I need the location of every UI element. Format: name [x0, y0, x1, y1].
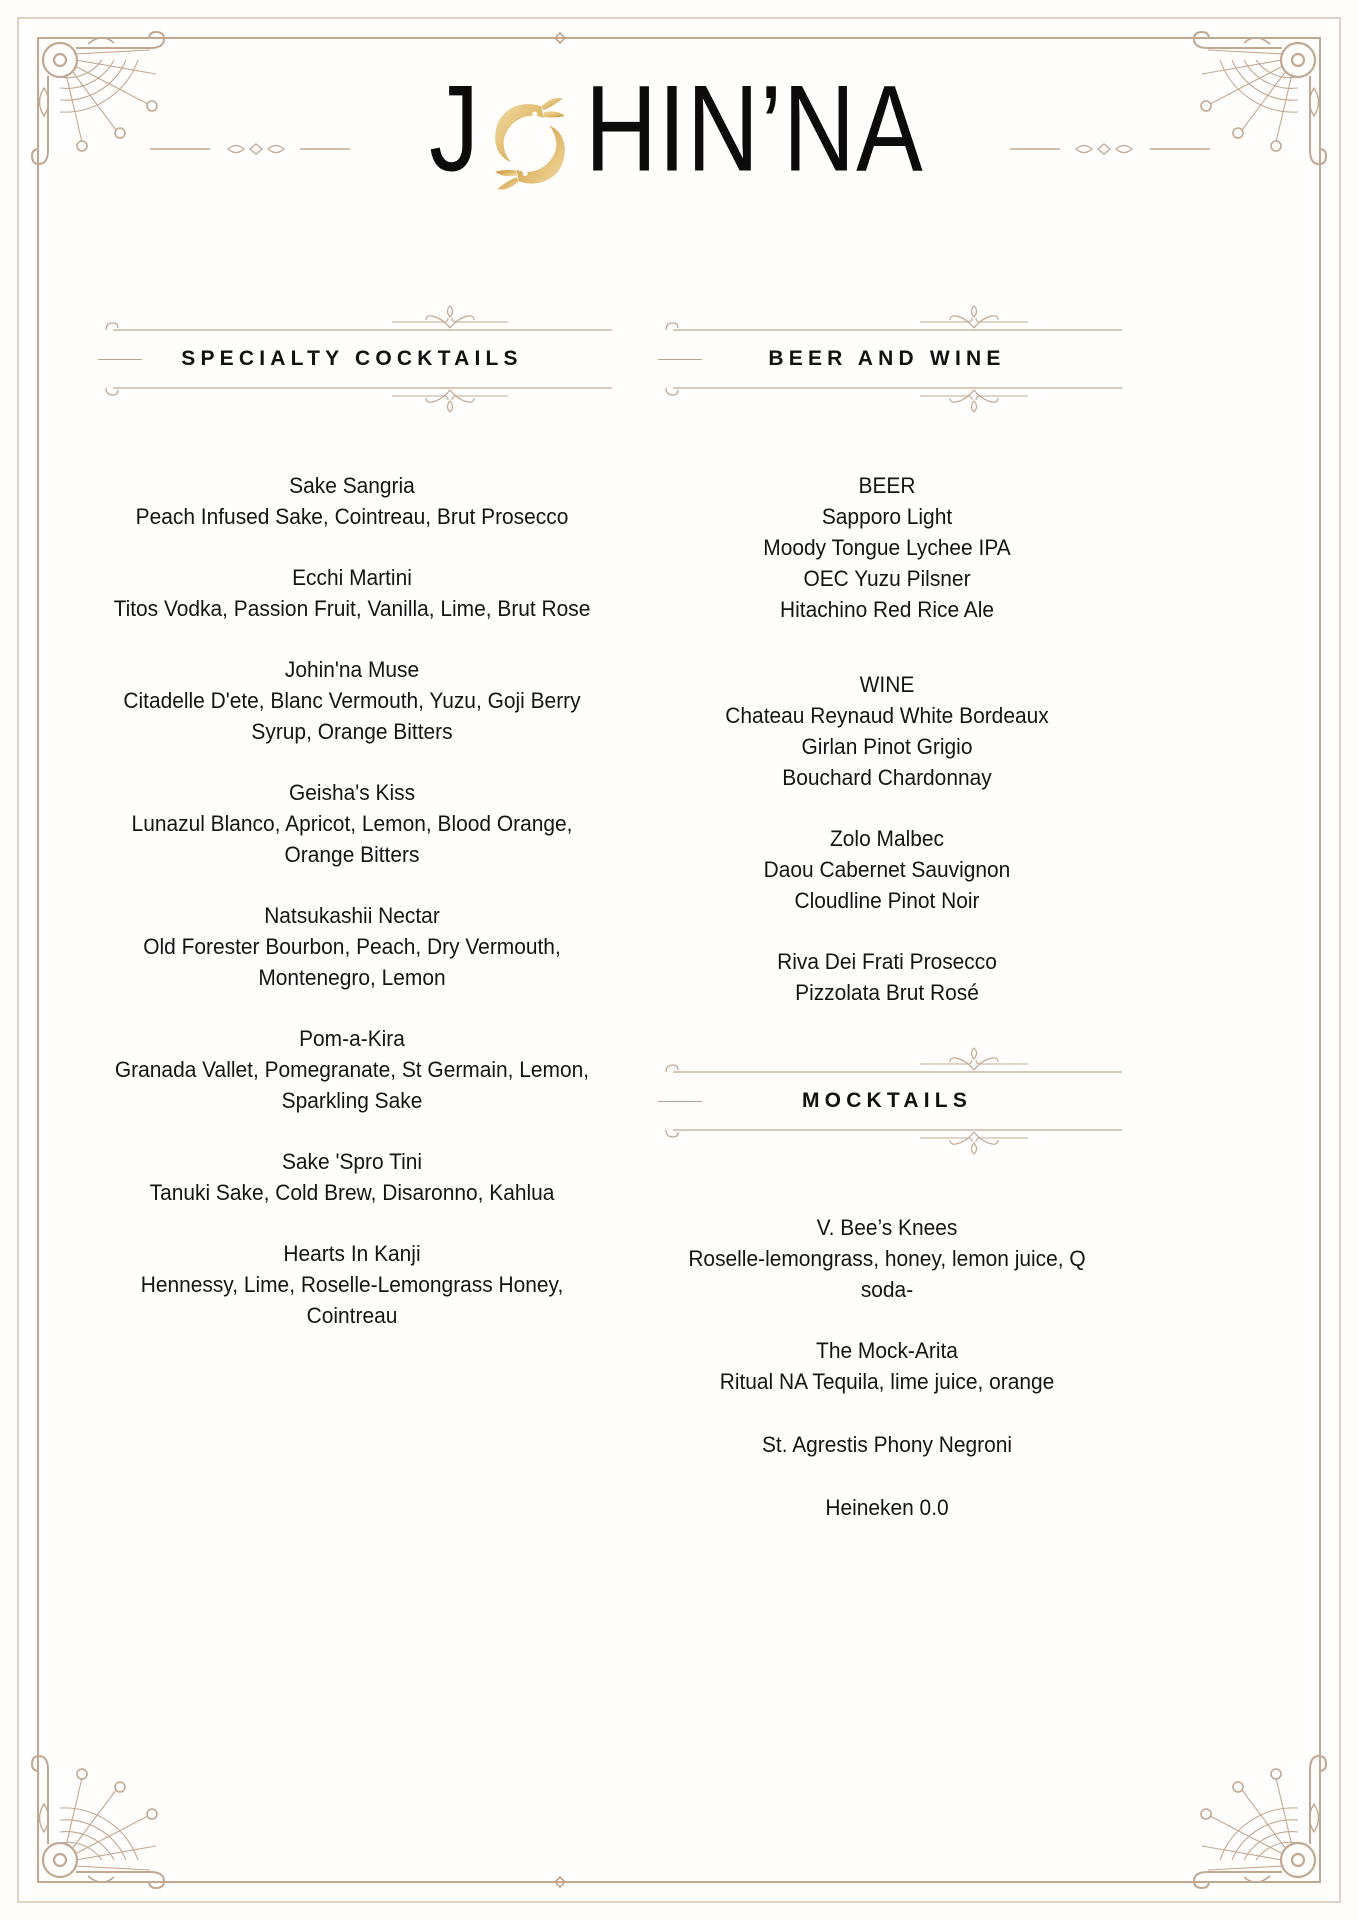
section-ornament-top	[92, 300, 612, 334]
menu-item	[92, 562, 612, 624]
menu-item	[652, 1492, 1122, 1523]
beverage-line: Cloudline Pinot Noir	[794, 888, 980, 913]
item-name: V. Bee’s Knees	[816, 1215, 958, 1240]
beverage-line: Moody Tongue Lychee IPA	[763, 535, 1011, 560]
menu-item	[652, 1335, 1122, 1397]
beverage-line: Chateau Reynaud White Bordeaux	[725, 703, 1049, 728]
brand-name-after-koi: HIN’NA	[584, 60, 924, 198]
cocktail-list	[92, 470, 612, 1331]
item-name: St. Agrestis Phony Negroni	[761, 1432, 1013, 1457]
beverage-group	[652, 669, 1122, 793]
column-left	[92, 300, 612, 1361]
item-description: Tanuki Sake, Cold Brew, Disaronno, Kahlua	[149, 1180, 555, 1205]
section-title: MOCKTAILS	[801, 1089, 973, 1112]
item-description: Granada Vallet, Pomegranate, St Germain, Lemon, Sparkling Sake	[114, 1057, 590, 1113]
item-description: Roselle-lemongrass, honey, lemon juice, Q soda-	[688, 1246, 1086, 1302]
koi-fish-icon	[482, 91, 578, 195]
mocktail-list	[652, 1212, 1122, 1523]
beverage-line: Girlan Pinot Grigio	[801, 734, 973, 759]
logo-flourish-right	[1010, 140, 1210, 158]
beverage-line: Riva Dei Frati Prosecco	[777, 949, 997, 974]
section-header-specialty-cocktails	[92, 300, 612, 418]
beverage-line: Pizzolata Brut Rosé	[795, 980, 979, 1005]
item-description: Titos Vodka, Passion Fruit, Vanilla, Lime, Brut Rose	[113, 596, 591, 621]
column-right	[652, 300, 1122, 1553]
group-label: WINE	[859, 672, 915, 697]
section-title: BEER AND WINE	[768, 347, 1006, 370]
beverage-line: OEC Yuzu Pilsner	[803, 566, 971, 591]
section-header-beer-and-wine	[652, 300, 1122, 418]
beverage-line: Zolo Malbec	[830, 826, 944, 851]
beer-wine-list	[652, 470, 1122, 1008]
beverage-line: Daou Cabernet Sauvignon	[763, 857, 1011, 882]
item-description: Lunazul Blanco, Apricot, Lemon, Blood Orange, Orange Bitters	[131, 811, 573, 867]
section-dash-left	[98, 359, 142, 360]
beverage-group	[652, 470, 1122, 625]
item-description: Citadelle D'ete, Blanc Vermouth, Yuzu, Goji Berry Syrup, Orange Bitters	[123, 688, 581, 744]
menu-item	[92, 900, 612, 993]
section-ornament-bottom	[652, 384, 1122, 418]
section-ornament-bottom	[652, 1126, 1122, 1160]
item-name: Natsukashii Nectar	[264, 903, 440, 928]
group-spacer	[652, 655, 1122, 669]
menu-item	[652, 1429, 1122, 1460]
section-ornament-top	[652, 1042, 1122, 1076]
item-description: Peach Infused Sake, Cointreau, Brut Prosecco	[135, 504, 569, 529]
item-name: Johin'na Muse	[284, 657, 420, 682]
brand-name-before-koi: J	[428, 60, 481, 198]
item-name: Sake Sangria	[289, 473, 415, 498]
menu-item	[92, 654, 612, 747]
item-name: Pom-a-Kira	[299, 1026, 405, 1051]
menu-item	[92, 777, 612, 870]
menu-item	[92, 1146, 612, 1208]
beverage-group	[652, 946, 1122, 1008]
beverage-line: Hitachino Red Rice Ale	[779, 597, 995, 622]
beverage-group	[652, 823, 1122, 916]
item-name: The Mock-Arita	[816, 1338, 958, 1363]
item-name: Sake 'Spro Tini	[281, 1149, 423, 1174]
brand-logo	[0, 60, 1358, 212]
beverage-line: Bouchard Chardonnay	[782, 765, 992, 790]
section-header-mocktails	[652, 1042, 1122, 1160]
section-title: SPECIALTY COCKTAILS	[181, 347, 523, 370]
section-ornament-top	[652, 300, 1122, 334]
beverage-line: Sapporo Light	[821, 504, 953, 529]
menu-item	[92, 1238, 612, 1331]
item-description: Old Forester Bourbon, Peach, Dry Vermouth, Montenegro, Lemon	[143, 934, 561, 990]
item-name: Hearts In Kanji	[283, 1241, 421, 1266]
item-description: Hennessy, Lime, Roselle-Lemongrass Honey, Cointreau	[140, 1272, 564, 1328]
menu-item	[92, 470, 612, 532]
item-description: Ritual NA Tequila, lime juice, orange	[719, 1369, 1055, 1394]
item-name: Ecchi Martini	[292, 565, 412, 590]
menu-item	[652, 1212, 1122, 1305]
group-label: BEER	[858, 473, 916, 498]
section-dash-left	[658, 359, 702, 360]
section-dash-left	[658, 1101, 702, 1102]
item-name: Geisha's Kiss	[288, 780, 416, 805]
item-name: Heineken 0.0	[825, 1495, 949, 1520]
section-ornament-bottom	[92, 384, 612, 418]
menu-item	[92, 1023, 612, 1116]
